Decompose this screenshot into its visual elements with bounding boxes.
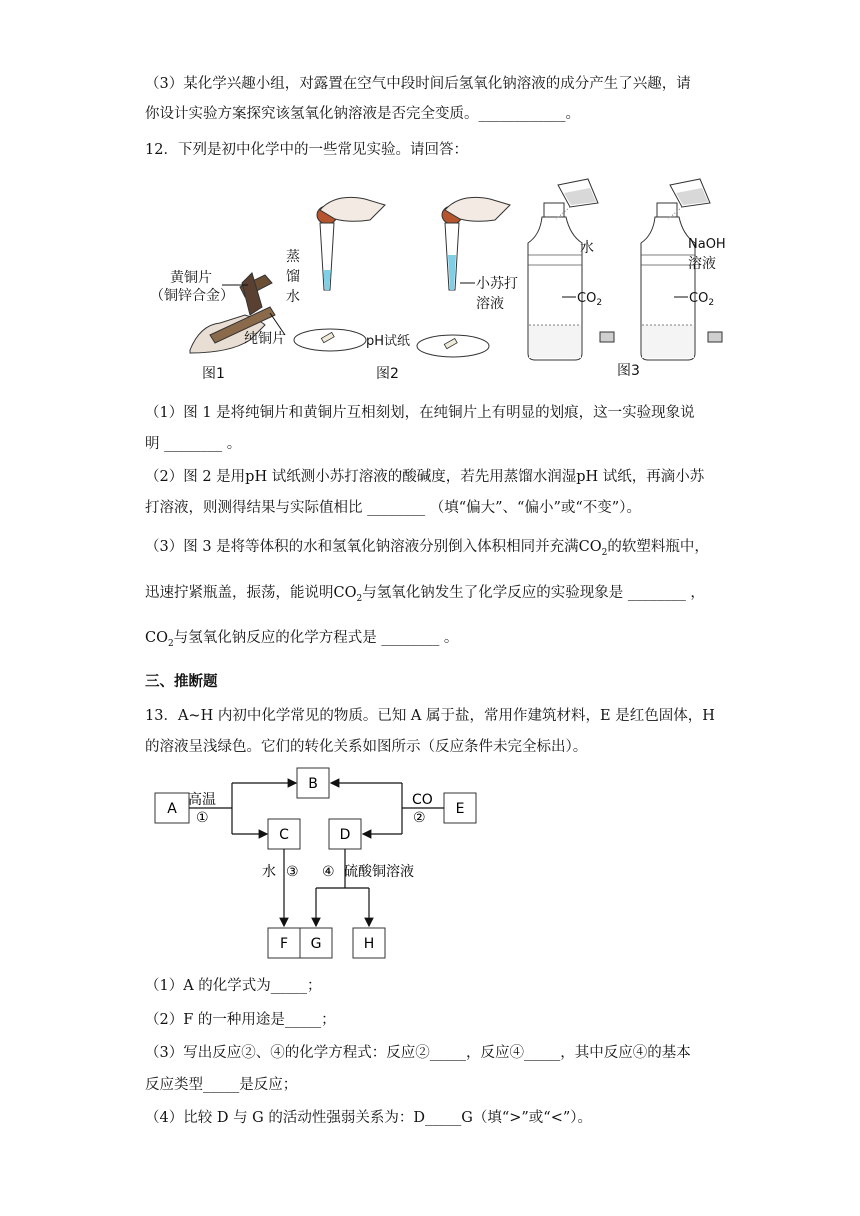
q13-line2: 的溶液呈浅绿色。它们的转化关系如图所示（反应条件未完全标出）。 xyxy=(145,739,588,755)
co2-label-2 xyxy=(689,291,714,308)
pure-copper-label: 纯铜片 xyxy=(244,331,286,347)
q12-p3-line2 xyxy=(145,583,705,609)
baking-soda-label-2: 溶液 xyxy=(476,296,504,312)
brass-label-2: （铜锌合金） xyxy=(150,288,234,304)
label-e: E xyxy=(455,801,465,817)
distilled-water-char-2: 馏 xyxy=(286,269,300,285)
fig3-bottle-water xyxy=(528,179,614,360)
brass-label-1: 黄铜片 xyxy=(170,270,212,286)
water-reagent-label: 水 xyxy=(262,864,276,880)
water-label: 水 xyxy=(580,240,594,256)
q13-q4: （4）比较 D 与 G 的活动性强弱关系为：D_____G（填“>”或“<”）。 xyxy=(145,1110,593,1126)
section3-title: 三、推断题 xyxy=(145,673,218,690)
q13-conversion-diagram xyxy=(150,765,500,965)
q12-p2-line1: （2）图 2 是用pH 试纸测小苏打溶液的酸碱度，若先用蒸馏水润湿pH 试纸，再滴小苏 xyxy=(145,469,705,485)
co2-label-2-sub: 2 xyxy=(708,298,715,308)
q12-p3-line1-sub: 2 xyxy=(601,547,608,558)
distilled-water-char-3: 水 xyxy=(286,289,300,305)
label-b: B xyxy=(308,776,318,792)
high-temp-label: 高温 xyxy=(188,792,216,808)
co2-label-1 xyxy=(577,291,602,308)
q12-p3-line1 xyxy=(145,537,709,563)
fig2-dropper-left xyxy=(317,197,385,290)
q12-p3-line1-b: 的软塑料瓶中， xyxy=(607,539,709,555)
q13-line1: 13．A~H 内初中化学常见的物质。已知 A 属于盐，常用作建筑材料，E 是红色固体，H xyxy=(145,708,715,724)
co2-label-2-co: CO xyxy=(689,291,709,306)
naoh-label-1: NaOH xyxy=(688,237,726,252)
q12-p1-line2: 明 ________ 。 xyxy=(145,436,242,452)
label-a: A xyxy=(167,801,177,817)
q12-p3-line2-co: CO xyxy=(333,585,357,601)
ph-paper-label: pH试纸 xyxy=(366,334,411,349)
label-g: G xyxy=(310,936,322,952)
fig1-label: 图1 xyxy=(202,366,225,382)
watch-glass-right xyxy=(417,335,489,357)
reaction-2-label: ② xyxy=(413,810,426,826)
q12-p3-line3-b: 与氢氧化钠反应的化学方程式是 ________ 。 xyxy=(173,630,459,646)
reaction-1-label: ① xyxy=(196,810,209,826)
q11-part3-line1: （3）某化学兴趣小组，对露置在空气中段时间后氢氧化钠溶液的成分产生了兴趣，请 xyxy=(145,76,691,92)
label-h: H xyxy=(363,936,375,952)
co-label: CO xyxy=(412,792,433,808)
q12-p1-line1: （1）图 1 是将纯铜片和黄铜片互相刻划，在纯铜片上有明显的划痕，这一实验现象说 xyxy=(145,405,695,421)
naoh-label-2: 溶液 xyxy=(688,256,716,272)
q13-q3-line1: （3）写出反应②、④的化学方程式：反应②_____，反应④_____，其中反应④的基本 xyxy=(145,1045,691,1061)
fig2-label: 图2 xyxy=(376,366,399,382)
q11-part3-line2: 你设计实验方案探究该氢氧化钠溶液是否完全变质。____________。 xyxy=(145,106,580,122)
q12-p2-line2: 打溶液，则测得结果与实际值相比 ________ （填“偏大”、“偏小”或“不变”）。 xyxy=(145,500,641,516)
watch-glass-left xyxy=(294,329,366,351)
q12-p3-line3-sub: 2 xyxy=(167,638,174,649)
label-d: D xyxy=(339,827,351,843)
co2-label-1-sub: 2 xyxy=(596,298,603,308)
baking-soda-label-1: 小苏打 xyxy=(476,276,518,292)
q13-q2: （2）F 的一种用途是_____； xyxy=(145,1012,336,1028)
q13-q3-line2: 反应类型_____是反应； xyxy=(145,1077,298,1093)
reaction-4-label: ④ xyxy=(322,864,335,880)
q12-p3-line2-a: 迅速拧紧瓶盖，振荡，能说明 xyxy=(145,585,334,601)
fig3-label: 图3 xyxy=(617,363,640,379)
label-c: C xyxy=(279,827,289,843)
q12-title: 12．下列是初中化学中的一些常见实验。请回答： xyxy=(145,142,468,158)
distilled-water-char-1: 蒸 xyxy=(286,249,300,265)
q12-p3-line2-sub: 2 xyxy=(356,593,363,604)
reaction-3-label: ③ xyxy=(286,864,299,880)
q12-p3-line1-a: （3）图 3 是将等体积的水和氢氧化钠溶液分别倒入体积相同并充满 xyxy=(145,539,579,555)
q12-p3-line3-co: CO xyxy=(145,630,168,646)
co2-label-1-co: CO xyxy=(577,291,597,306)
q12-p3-line2-b: 与氢氧化钠发生了化学反应的实验现象是 ________ ， xyxy=(362,585,705,601)
q12-p3-line1-co: CO xyxy=(578,539,602,555)
q13-q1: （1）A 的化学式为_____； xyxy=(145,978,322,994)
q12-p3-line3 xyxy=(145,628,458,654)
q12-experiment-figure xyxy=(150,175,740,385)
cuso4-label: 硫酸铜溶液 xyxy=(344,864,414,880)
label-f: F xyxy=(279,936,289,952)
